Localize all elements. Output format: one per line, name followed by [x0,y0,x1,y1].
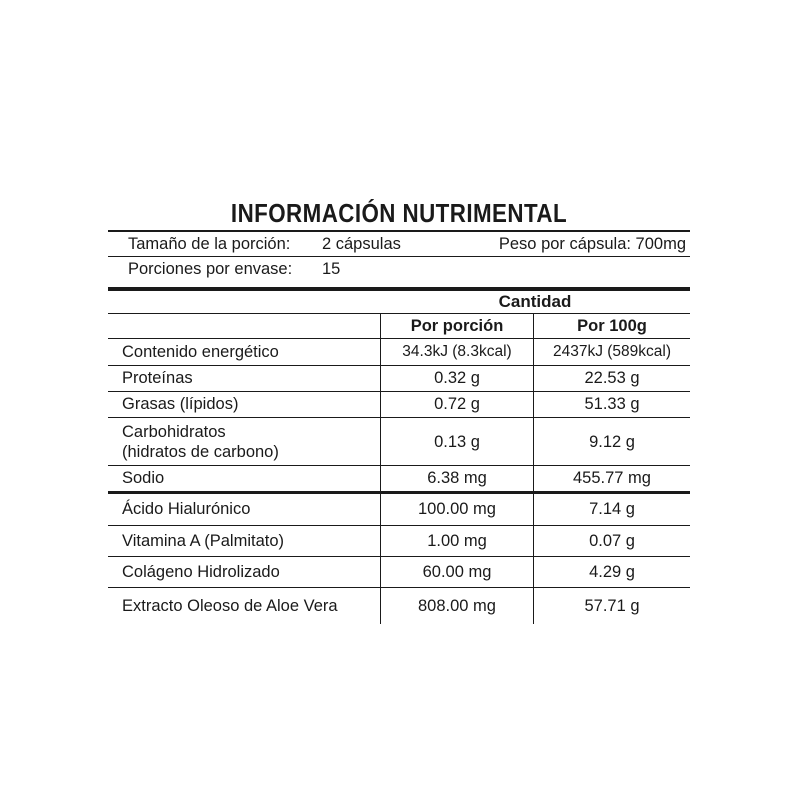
per-100g-value: 4.29 g [533,557,690,587]
nutrient-name: Sodio [122,469,165,487]
nutrient-name: Vitamina A (Palmitato) [122,531,285,550]
col-per-serving-header: Por porción [380,314,533,338]
nutrient-name: Grasas (lípidos) [122,395,239,413]
table-row [108,339,690,366]
panel-title: INFORMACIÓN NUTRIMENTAL [230,198,568,228]
nutrition-facts-panel [108,197,690,624]
cantidad-header: Cantidad [498,292,572,311]
per-serving-value: 60.00 mg [380,557,533,587]
per-serving-value: 1.00 mg [380,526,533,556]
nutrient-name-line2: (hidratos de carbono) [122,442,279,461]
table-row [108,392,690,418]
per-100g-value: 2437kJ (589kcal) [533,339,690,365]
table-row [108,588,690,624]
col-per-100g-header: Por 100g [533,314,690,338]
nutrient-name: Contenido energético [122,342,279,361]
per-100g-value: 22.53 g [533,366,690,391]
table-row [108,557,690,588]
per-serving-value: 34.3kJ (8.3kcal) [380,339,533,365]
serving-size-row [108,232,690,256]
serving-size-label: Tamaño de la porción: [128,235,291,253]
per-100g-value: 9.12 g [533,418,690,465]
per-100g-value: 455.77 mg [533,466,690,491]
table-row [108,526,690,557]
per-100g-value: 57.71 g [533,588,690,624]
nutrient-name: Ácido Hialurónico [122,500,251,518]
per-100g-value: 0.07 g [533,526,690,556]
per-serving-value: 6.38 mg [380,466,533,491]
per-serving-value: 0.13 g [380,418,533,465]
table-column-headers [108,313,690,339]
nutrient-name: Carbohidratos [122,422,226,441]
capsule-weight: Peso por cápsula: 700mg [498,235,686,253]
servings-label: Porciones por envase: [128,260,293,278]
per-serving-value: 0.32 g [380,366,533,391]
table-group-header [108,291,690,313]
serving-size-value: 2 cápsulas [322,235,401,253]
table-row [108,466,690,494]
nutrient-name: Colágeno Hidrolizado [122,562,280,581]
table-row [108,366,690,392]
table-row [108,418,690,466]
per-100g-value: 7.14 g [533,494,690,525]
servings-per-container-row [108,257,690,281]
nutrient-name: Extracto Oleoso de Aloe Vera [122,596,338,615]
per-serving-value: 0.72 g [380,392,533,417]
servings-value: 15 [322,260,341,278]
nutrient-name: Proteínas [122,369,193,387]
per-serving-value: 808.00 mg [380,588,533,624]
per-serving-value: 100.00 mg [380,494,533,525]
table-row [108,494,690,526]
per-100g-value: 51.33 g [533,392,690,417]
